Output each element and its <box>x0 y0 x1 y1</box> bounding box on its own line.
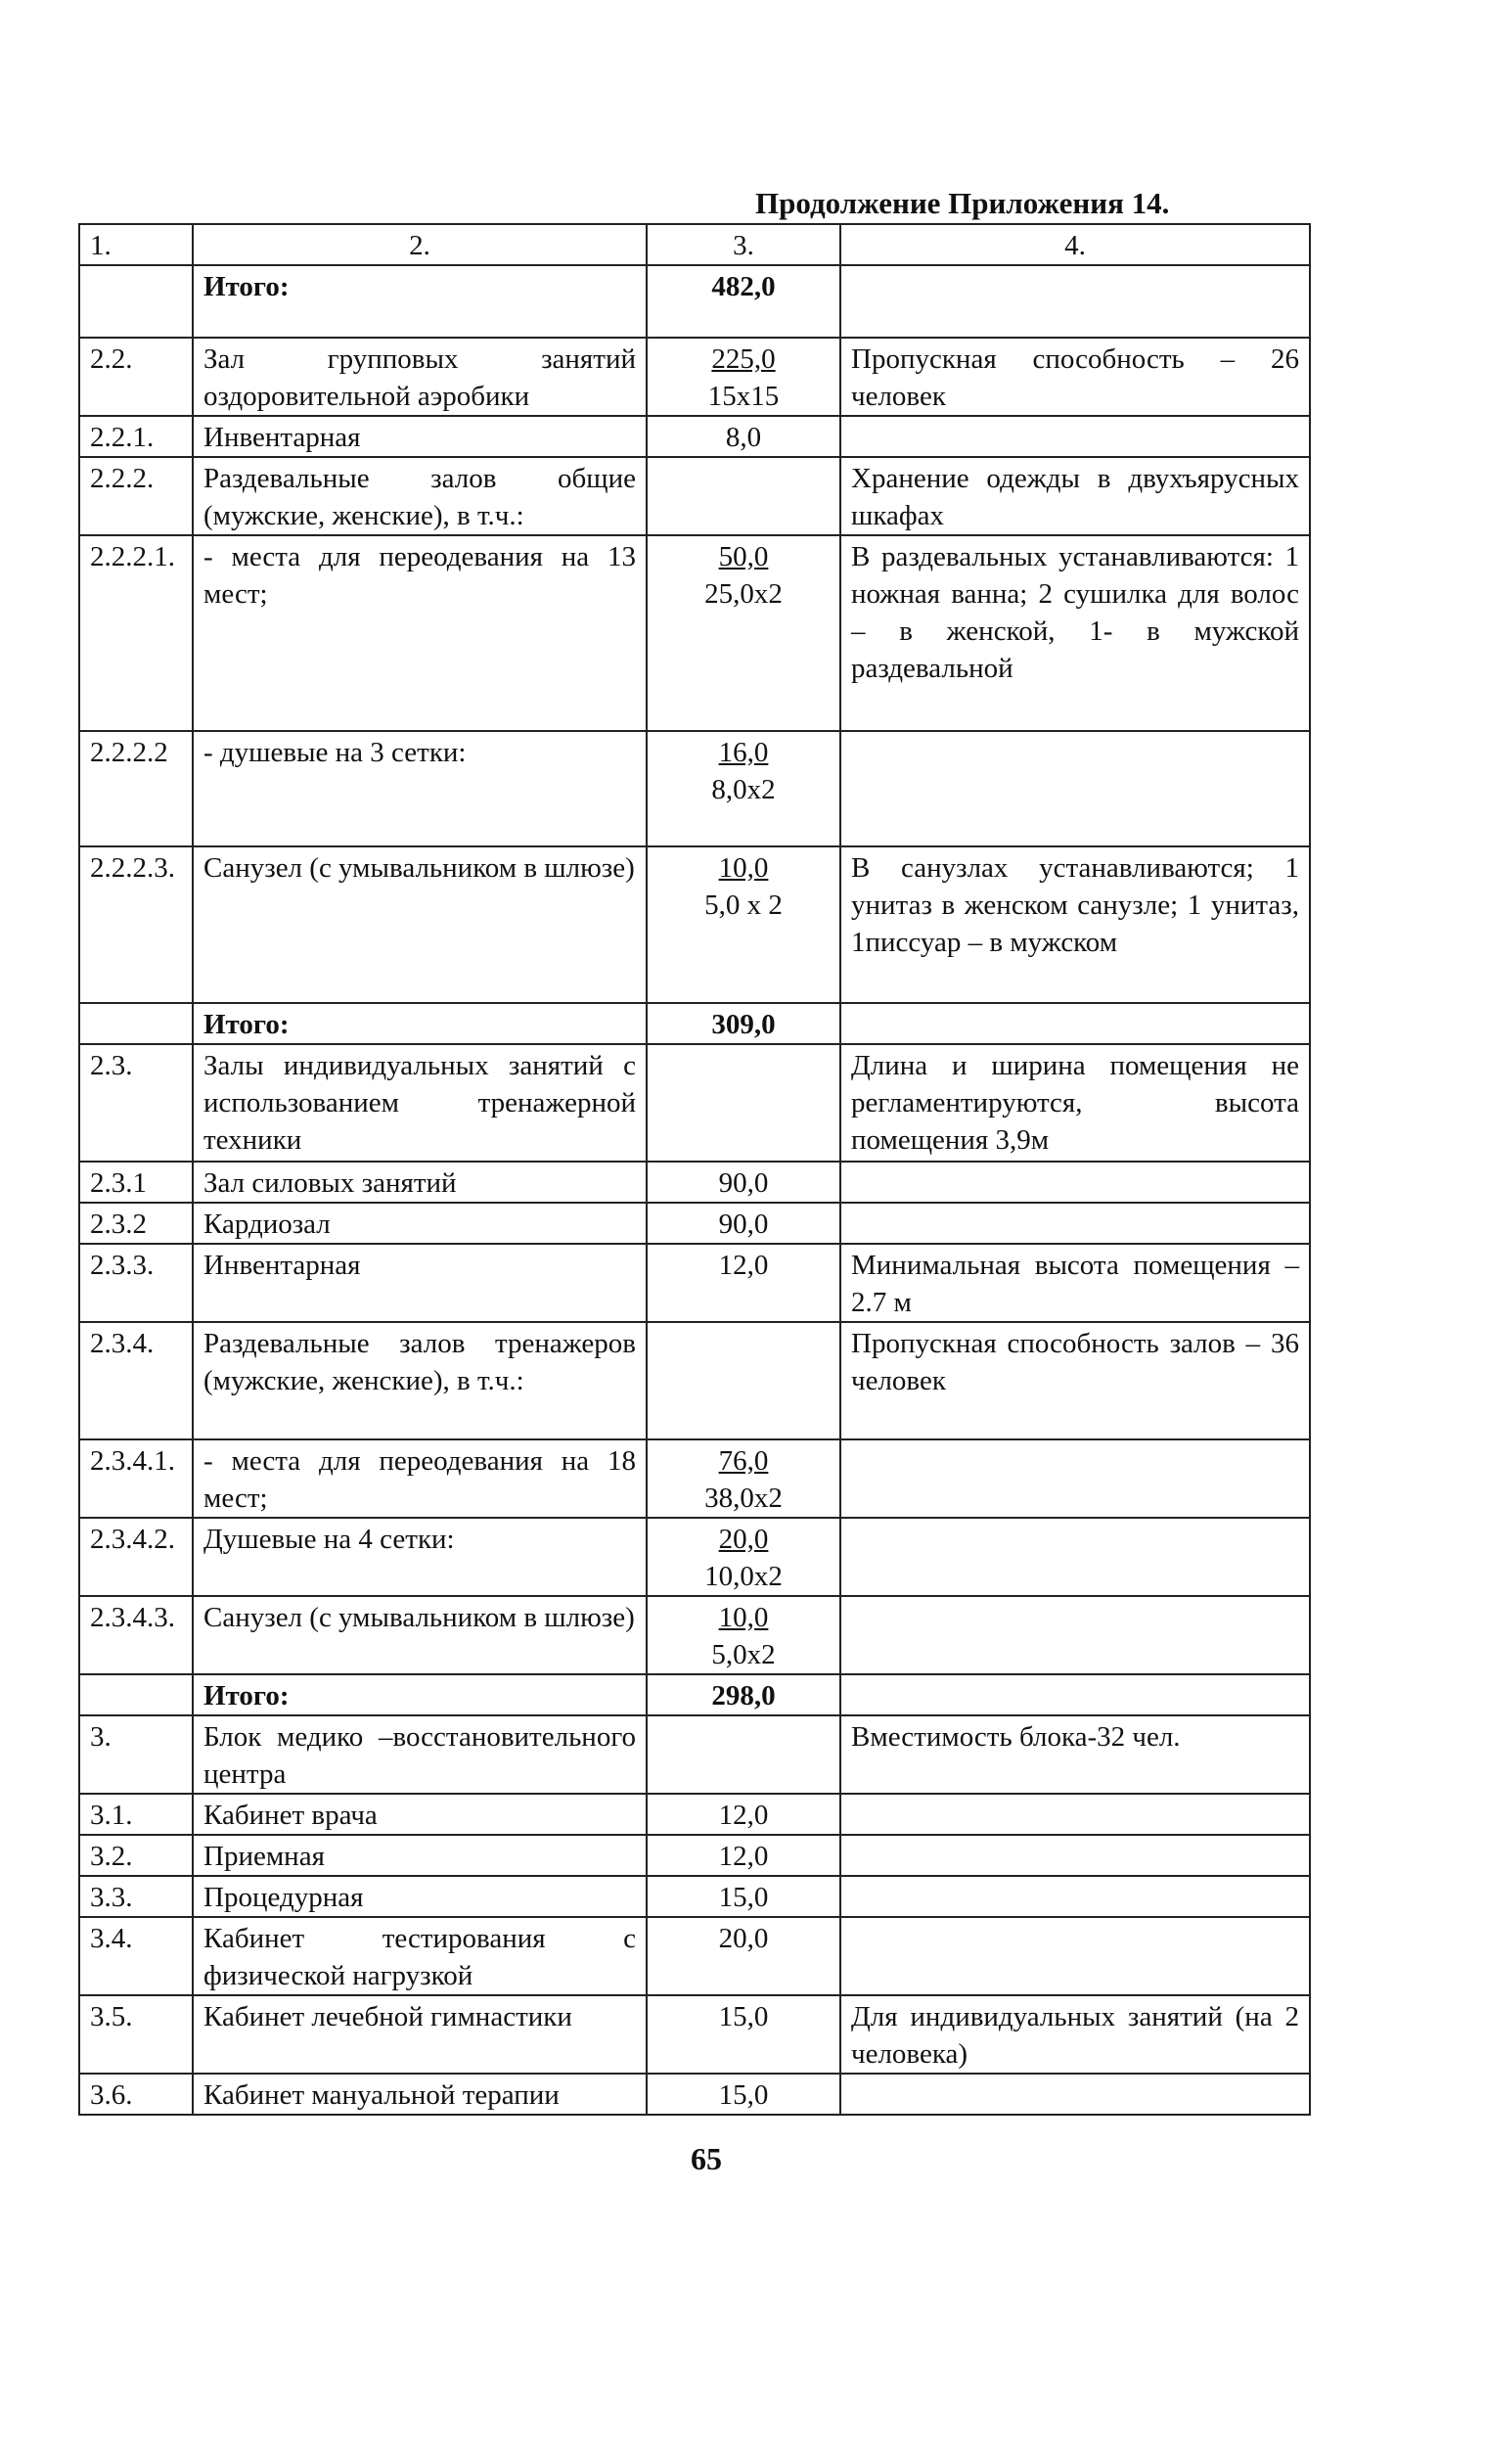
table-row <box>79 1835 1310 1876</box>
area-cell <box>647 1203 840 1244</box>
note-cell: Длина и ширина помещения не регламентируются, высота помещения 3,9м <box>840 1044 1310 1162</box>
note-cell <box>840 416 1310 457</box>
room-name-cell: Зал групповых занятий оздоровительной аэробики <box>193 338 647 416</box>
note-cell <box>840 1794 1310 1835</box>
area-cell <box>647 1162 840 1203</box>
room-name-cell: Кабинет лечебной гимнастики <box>193 1995 647 2074</box>
note-cell: Пропускная способность – 26 человек <box>840 338 1310 416</box>
room-name-cell: Инвентарная <box>193 416 647 457</box>
room-name-cell: Приемная <box>193 1835 647 1876</box>
table-row <box>79 1439 1310 1518</box>
row-number-cell: 2.3.1 <box>79 1162 193 1203</box>
room-name-cell: Санузел (с умывальником в шлюзе) <box>193 846 647 1003</box>
room-name-cell: Кабинет мануальной терапии <box>193 2074 647 2115</box>
area-dimensions: 15х15 <box>707 381 780 412</box>
note-cell: В санузлах устанавливаются; 1 унитаз в женском санузле; 1 унитаз, 1писсуар – в мужском <box>840 846 1310 1003</box>
note-cell <box>840 1518 1310 1596</box>
row-number-cell: 3.1. <box>79 1794 193 1835</box>
header-cell: 2. <box>193 224 647 265</box>
row-number-cell: 2.3.2 <box>79 1203 193 1244</box>
row-number-cell: 3.5. <box>79 1995 193 2074</box>
room-name-cell: Раздевальные залов тренажеров (мужские, женские), в т.ч.: <box>193 1322 647 1439</box>
area-value: 12,0 <box>718 1800 769 1831</box>
header-cell: 4. <box>840 224 1310 265</box>
area-dimensions: 38,0х2 <box>704 1483 783 1514</box>
note-cell <box>840 2074 1310 2115</box>
table-row <box>79 1995 1310 2074</box>
area-value: 76,0 <box>718 1445 769 1477</box>
table-row <box>79 846 1310 1003</box>
note-cell <box>840 731 1310 846</box>
table-row <box>79 1876 1310 1917</box>
area-value: 20,0 <box>718 1524 769 1555</box>
room-name-cell: Раздевальные залов общие (мужские, женские), в т.ч.: <box>193 457 647 535</box>
area-value: 298,0 <box>711 1680 776 1711</box>
area-value: 225,0 <box>711 343 776 375</box>
area-cell <box>647 1439 840 1518</box>
area-cell <box>647 2074 840 2115</box>
note-cell <box>840 1876 1310 1917</box>
room-name-cell: - душевые на 3 сетки: <box>193 731 647 846</box>
room-name-cell: - места для переодевания на 18 мест; <box>193 1439 647 1518</box>
area-value: 8,0 <box>725 422 762 453</box>
area-cell <box>647 1596 840 1674</box>
area-cell <box>647 535 840 731</box>
note-cell <box>840 1439 1310 1518</box>
area-cell <box>647 1518 840 1596</box>
row-number-cell: 2.2.2. <box>79 457 193 535</box>
area-value: 15,0 <box>718 2079 769 2111</box>
room-name-cell: Залы индивидуальных занятий с использованием тренажерной техники <box>193 1044 647 1162</box>
note-cell <box>840 1674 1310 1715</box>
table-row <box>79 1003 1310 1044</box>
note-cell <box>840 265 1310 338</box>
row-number-cell: 2.3. <box>79 1044 193 1162</box>
area-cell <box>647 1674 840 1715</box>
row-number-cell: 2.3.3. <box>79 1244 193 1322</box>
row-number-cell: 3.6. <box>79 2074 193 2115</box>
table-row <box>79 1715 1310 1794</box>
area-value: 15,0 <box>718 1882 769 1913</box>
row-number-cell: 3. <box>79 1715 193 1794</box>
room-name-cell: Кабинет врача <box>193 1794 647 1835</box>
room-name-cell: Процедурная <box>193 1876 647 1917</box>
area-value: 16,0 <box>718 737 769 768</box>
table-row <box>79 1044 1310 1162</box>
area-value: 90,0 <box>718 1167 769 1199</box>
table-row <box>79 535 1310 731</box>
room-name-cell: Итого: <box>193 265 647 338</box>
row-number-cell <box>79 1674 193 1715</box>
table-row <box>79 1917 1310 1995</box>
area-cell <box>647 1322 840 1439</box>
row-number-cell <box>79 1003 193 1044</box>
area-value: 10,0 <box>718 1602 769 1633</box>
row-number-cell: 2.3.4.2. <box>79 1518 193 1596</box>
area-value: 50,0 <box>718 541 769 572</box>
area-cell <box>647 1044 840 1162</box>
room-name-cell: Итого: <box>193 1003 647 1044</box>
row-number-cell: 2.2. <box>79 338 193 416</box>
row-number-cell: 3.2. <box>79 1835 193 1876</box>
area-cell <box>647 1995 840 2074</box>
table-row <box>79 1162 1310 1203</box>
room-name-cell: Итого: <box>193 1674 647 1715</box>
area-cell <box>647 1917 840 1995</box>
room-name-cell: Кабинет тестирования с физической нагрузкой <box>193 1917 647 1995</box>
area-dimensions: 5,0х2 <box>711 1639 776 1670</box>
area-value: 12,0 <box>718 1841 769 1872</box>
area-value: 482,0 <box>711 271 776 302</box>
area-dimensions: 5,0 х 2 <box>704 890 783 921</box>
table-row <box>79 1322 1310 1439</box>
room-name-cell: Кардиозал <box>193 1203 647 1244</box>
table-row <box>79 2074 1310 2115</box>
area-cell <box>647 1835 840 1876</box>
area-cell <box>647 1715 840 1794</box>
area-cell <box>647 1003 840 1044</box>
note-cell <box>840 1596 1310 1674</box>
row-number-cell: 3.3. <box>79 1876 193 1917</box>
area-cell <box>647 416 840 457</box>
row-number-cell: 2.2.2.3. <box>79 846 193 1003</box>
row-number-cell: 2.3.4.3. <box>79 1596 193 1674</box>
page-number: 65 <box>691 2141 722 2176</box>
row-number-cell: 2.3.4.1. <box>79 1439 193 1518</box>
note-cell: Вместимость блока-32 чел. <box>840 1715 1310 1794</box>
note-cell: Хранение одежды в двухъярусных шкафах <box>840 457 1310 535</box>
note-cell <box>840 1162 1310 1203</box>
area-cell <box>647 1794 840 1835</box>
continuation-heading: Продолжение Приложения 14. <box>755 186 1170 220</box>
area-value: 12,0 <box>718 1250 769 1281</box>
row-number-cell <box>79 265 193 338</box>
note-cell: В раздевальных устанавливаются: 1 ножная ванна; 2 сушилка для волос – в женской, 1- в мужской раздевальной <box>840 535 1310 731</box>
area-cell <box>647 265 840 338</box>
area-value: 309,0 <box>711 1009 776 1040</box>
area-value: 90,0 <box>718 1209 769 1240</box>
area-value: 15,0 <box>718 2001 769 2032</box>
table-row <box>79 1596 1310 1674</box>
table-row <box>79 338 1310 416</box>
row-number-cell: 2.2.2.1. <box>79 535 193 731</box>
header-cell: 3. <box>647 224 840 265</box>
area-cell <box>647 731 840 846</box>
note-cell <box>840 1835 1310 1876</box>
area-cell <box>647 457 840 535</box>
room-name-cell: Душевые на 4 сетки: <box>193 1518 647 1596</box>
area-dimensions: 8,0х2 <box>711 774 776 805</box>
row-number-cell: 2.2.2.2 <box>79 731 193 846</box>
table-row <box>79 1518 1310 1596</box>
note-cell <box>840 1003 1310 1044</box>
table-row <box>79 1244 1310 1322</box>
table-row <box>79 1674 1310 1715</box>
room-name-cell: - места для переодевания на 13 мест; <box>193 535 647 731</box>
table-row <box>79 457 1310 535</box>
area-dimensions: 10,0х2 <box>704 1561 783 1592</box>
note-cell <box>840 1917 1310 1995</box>
note-cell: Для индивидуальных занятий (на 2 человека) <box>840 1995 1310 2074</box>
row-number-cell: 2.2.1. <box>79 416 193 457</box>
room-name-cell: Зал силовых занятий <box>193 1162 647 1203</box>
table-row <box>79 1203 1310 1244</box>
area-dimensions: 25,0х2 <box>704 578 783 610</box>
room-name-cell: Инвентарная <box>193 1244 647 1322</box>
area-cell <box>647 1244 840 1322</box>
row-number-cell: 2.3.4. <box>79 1322 193 1439</box>
note-cell: Минимальная высота помещения –2.7 м <box>840 1244 1310 1322</box>
rooms-table <box>78 223 1311 2116</box>
area-value: 10,0 <box>718 852 769 884</box>
note-cell: Пропускная способность залов – 36 человек <box>840 1322 1310 1439</box>
area-cell <box>647 846 840 1003</box>
table-row <box>79 1794 1310 1835</box>
area-cell <box>647 338 840 416</box>
area-cell <box>647 1876 840 1917</box>
area-value: 20,0 <box>718 1923 769 1954</box>
header-cell: 1. <box>79 224 193 265</box>
table-row <box>79 265 1310 338</box>
note-cell <box>840 1203 1310 1244</box>
room-name-cell: Санузел (с умывальником в шлюзе) <box>193 1596 647 1674</box>
table-row <box>79 416 1310 457</box>
table-header-row <box>79 224 1310 265</box>
row-number-cell: 3.4. <box>79 1917 193 1995</box>
room-name-cell: Блок медико –восстановительного центра <box>193 1715 647 1794</box>
table-row <box>79 731 1310 846</box>
